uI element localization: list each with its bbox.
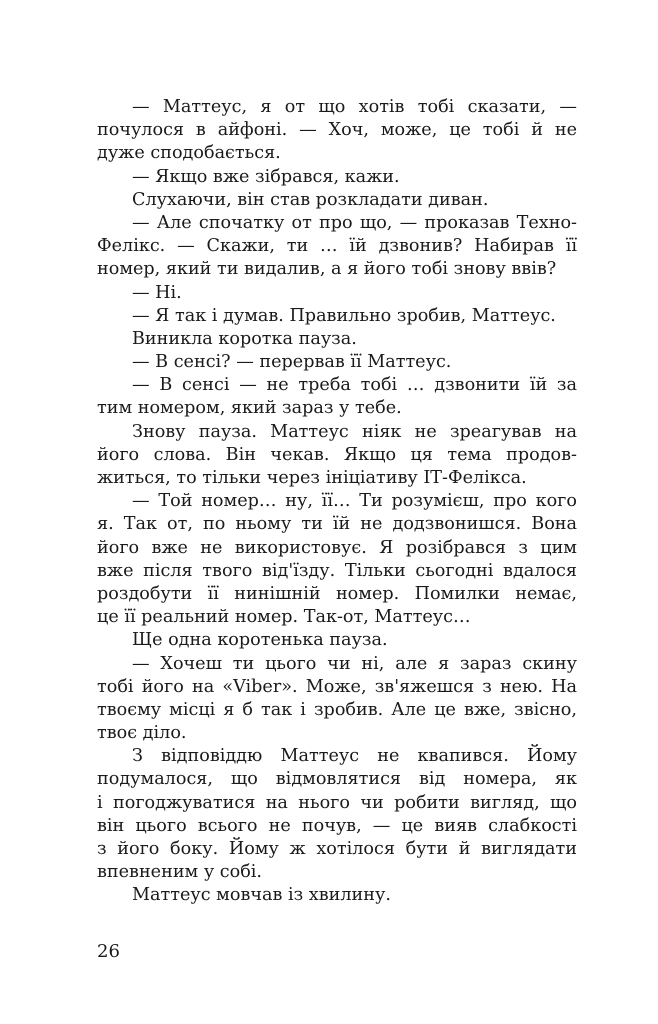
text-line: — Хочеш ти цього чи ні, але я зараз скину xyxy=(132,653,577,674)
text-line: — Якщо вже зібрався, кажи. xyxy=(132,166,400,187)
text-line: Ще одна коротенька пауза. xyxy=(132,630,388,651)
text-line: — Ні. xyxy=(132,282,182,303)
text-line: подумалося, що відмовлятися від номера, як xyxy=(97,769,577,790)
text-line: тобі його на «Viber». Може, зв'яжешся з нею. На xyxy=(97,676,577,697)
text-line: роздобути її нинішній номер. Помилки немає, xyxy=(97,583,577,604)
text-line: і погоджуватися на нього чи робити вигляд, що xyxy=(97,792,577,813)
text-line: З відповіддю Маттеус не квапився. Йому xyxy=(132,746,577,767)
text-line: — Я так і думав. Правильно зробив, Маттеус. xyxy=(132,305,556,326)
text-line: він цього всього не почув, — це вияв слабкості xyxy=(97,815,577,836)
text-line: впевненим у собі. xyxy=(97,862,263,883)
text-line: Знову пауза. Маттеус ніяк не зреагував на xyxy=(132,421,577,442)
text-line: Фелікс. — Скажи, ти … їй дзвонив? Набирав її xyxy=(97,236,577,257)
text-line: — Той номер… ну, її… Ти розумієш, про кого xyxy=(132,491,577,512)
text-line: — Але спочатку от про що, — проказав Техно- xyxy=(132,212,577,233)
text-line: Виникла коротка пауза. xyxy=(132,328,357,349)
text-line: — В сенсі? — перервав її Маттеус. xyxy=(132,352,452,373)
text-line: — В сенсі — не треба тобі … дзвонити їй за xyxy=(132,375,577,396)
text-line: його слова. Він чекав. Якщо ця тема продов- xyxy=(97,444,577,465)
text-line: Маттеус мовчав із хвилину. xyxy=(132,885,391,906)
text-line: вже після твого від'їзду. Тільки сьогодні вдалося xyxy=(97,560,577,581)
text-line: твоє діло. xyxy=(97,723,187,744)
text-line: дуже сподобається. xyxy=(97,143,281,164)
text-line: житься, то тільки через ініціативу ІТ-Фелікса. xyxy=(97,468,527,488)
text-line: я. Так от, по ньому ти їй не додзвонишся. Вона xyxy=(97,514,577,535)
text-line: це її реальний номер. Так-от, Маттеус… xyxy=(97,607,471,628)
text-line: номер, який ти видалив, а я його тобі знову ввів? xyxy=(97,259,557,280)
text-line: Слухаючи, він став розкладати диван. xyxy=(132,189,489,210)
text-line: — Маттеус, я от що хотів тобі сказати, — xyxy=(132,97,577,117)
text-line: тим номером, який зараз у тебе. xyxy=(97,398,402,419)
text-line: почулося в айфоні. — Хоч, може, це тобі й не xyxy=(97,120,577,141)
text-line: його вже не використовує. Я розібрався з цим xyxy=(97,537,577,558)
body-text xyxy=(97,96,577,908)
text-line: з його боку. Йому ж хотілося бути й виглядати xyxy=(97,839,577,859)
text-line: твоєму місці я б так і зробив. Але це вже, звісно, xyxy=(97,699,577,720)
page-number: 26 xyxy=(97,941,120,962)
